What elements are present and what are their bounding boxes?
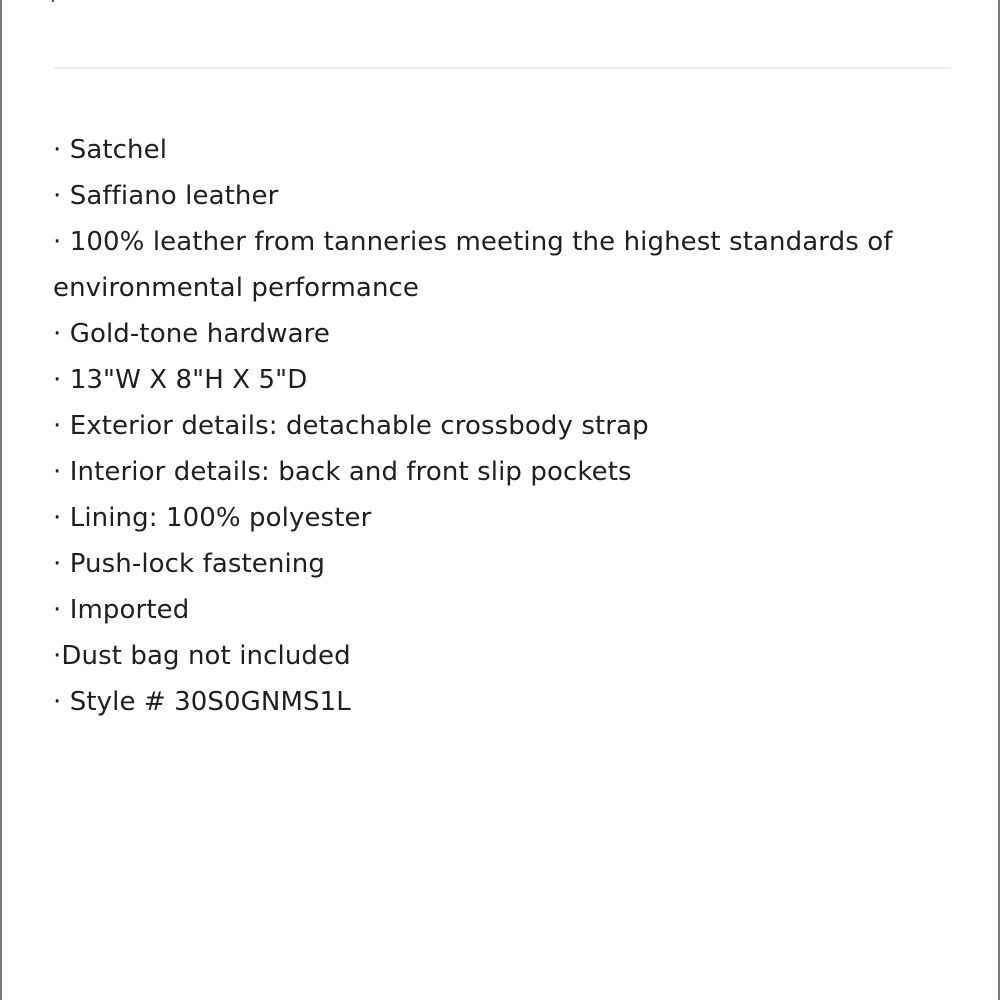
detail-item-exterior: · Exterior details: detachable crossbody strap — [53, 411, 649, 441]
detail-item-dust-bag: ·Dust bag not included — [53, 641, 351, 671]
detail-item-material: · Saffiano leather — [53, 181, 279, 211]
detail-item-fastening: · Push-lock fastening — [53, 549, 325, 579]
detail-item-style-number: · Style # 30S0GNMS1L — [53, 687, 351, 717]
cropped-header-text — [50, 0, 56, 7]
detail-item-hardware: · Gold-tone hardware — [53, 319, 330, 349]
detail-item-leather-standard: · 100% leather from tanneries meeting the highest standards of environmental performance — [53, 227, 893, 303]
detail-item-imported: · Imported — [53, 595, 190, 625]
section-divider — [53, 67, 951, 69]
detail-item-satchel: · Satchel — [53, 135, 168, 165]
product-details-list — [53, 127, 963, 725]
detail-item-interior: · Interior details: back and front slip pockets — [53, 457, 632, 487]
detail-item-dimensions: · 13"W X 8"H X 5"D — [53, 365, 308, 395]
detail-item-lining: · Lining: 100% polyester — [53, 503, 372, 533]
